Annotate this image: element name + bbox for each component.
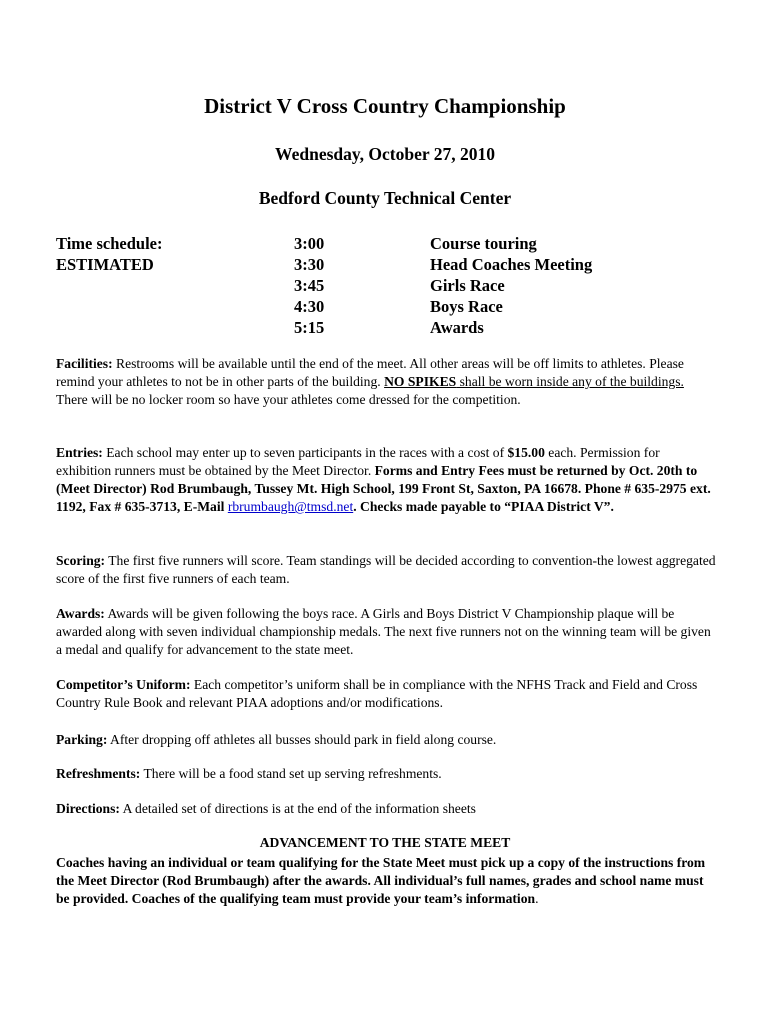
refreshments-section <box>56 765 716 783</box>
email-link[interactable]: rbrumbaugh@tmsd.net <box>227 499 354 514</box>
schedule-event: Head Coaches Meeting <box>430 255 593 274</box>
schedule-time: 4:30 <box>294 297 325 316</box>
scoring-label: Scoring: <box>56 553 106 568</box>
entries-label: Entries: <box>56 445 103 460</box>
scoring-section <box>56 552 716 588</box>
facilities-text-end: There will be no locker room so have your athletes come dressed for the competition. <box>56 392 521 407</box>
schedule-label-line2: ESTIMATED <box>56 255 154 274</box>
schedule-label-line1: Time schedule: <box>56 234 163 253</box>
schedule-label <box>56 233 163 275</box>
event-date: Wednesday, October 27, 2010 <box>275 144 495 164</box>
uniform-text: Each competitor’s uniform shall be in compliance with the NFHS Track and Field and Cross Country Rule Book and relevant PIAA adoptions and/or modifications. <box>56 677 698 710</box>
advancement-heading: ADVANCEMENT TO THE STATE MEET <box>259 835 511 850</box>
schedule-event: Girls Race <box>430 276 505 295</box>
entry-fee: $15.00 <box>507 445 545 460</box>
uniform-section <box>56 676 716 712</box>
entries-checks-payable: . Checks made payable to “PIAA District V”. <box>353 499 614 514</box>
parking-text: After dropping off athletes all busses should park in field along course. <box>107 732 497 747</box>
facilities-section <box>56 355 716 409</box>
advancement-text: Coaches having an individual or team qualifying for the State Meet must pick up a copy of the instructions from the Meet Director (Rod Brumbaugh) after the awards. All individual’s full names, grades and school name must be provided. Coaches of the qualifying team must provide your team’s information <box>56 855 706 906</box>
parking-section <box>56 731 716 749</box>
awards-text: Awards will be given following the boys race. A Girls and Boys District V Championship plaque will be awarded along with seven individual championship medals. The next five runners not on the winning team will be given a medal and qualify for advancement to the state meet. <box>56 606 711 657</box>
schedule-time: 5:15 <box>294 318 325 337</box>
facilities-label: Facilities: <box>56 356 113 371</box>
entries-text: Each school may enter up to seven participants in the races with a cost of <box>102 445 508 460</box>
directions-text: A detailed set of directions is at the end of the information sheets <box>119 801 476 816</box>
refreshments-text: There will be a food stand set up serving refreshments. <box>140 766 442 781</box>
schedule-event: Boys Race <box>430 297 503 316</box>
advancement-section <box>56 854 716 908</box>
document-title: District V Cross Country Championship <box>204 94 566 118</box>
entries-text-2: each. Permission for exhibition runners must be obtained by the Meet Director. <box>56 445 660 478</box>
event-venue: Bedford County Technical Center <box>258 188 512 208</box>
schedule-time: 3:00 <box>294 234 325 253</box>
awards-label: Awards: <box>56 606 105 621</box>
facilities-underlined-text: shall be worn inside any of the buildings. <box>456 374 684 389</box>
schedule-times <box>294 233 324 338</box>
schedule-time: 3:45 <box>294 276 325 295</box>
parking-label: Parking: <box>56 732 108 747</box>
schedule-time: 3:30 <box>294 255 325 274</box>
entries-deadline: Forms and Entry Fees must be returned by Oct. 20th to (Meet Director) Rod Brumbaugh, Tussey Mt. High School, 199 Front St, Saxton, PA 16678. Phone # 635-2975 ext. 1192, Fax # 635-3713, E-Mail <box>56 463 711 514</box>
schedule-event: Course touring <box>430 234 537 253</box>
directions-label: Directions: <box>56 801 120 816</box>
schedule-event: Awards <box>430 318 484 337</box>
advancement-period: . <box>535 891 539 906</box>
uniform-label: Competitor’s Uniform: <box>56 677 191 692</box>
scoring-text: The first five runners will score. Team standings will be decided according to convention-the lowest aggregated score of the first five runners of each team. <box>56 553 716 586</box>
awards-section <box>56 605 716 659</box>
schedule-events <box>430 233 592 338</box>
refreshments-label: Refreshments: <box>56 766 141 781</box>
directions-section <box>56 800 716 818</box>
no-spikes-notice: NO SPIKES <box>384 374 457 389</box>
facilities-text: Restrooms will be available until the end of the meet. All other areas will be off limits to athletes. Please remind your athletes to not be in other parts of the building. <box>56 356 684 389</box>
entries-section <box>56 444 716 516</box>
